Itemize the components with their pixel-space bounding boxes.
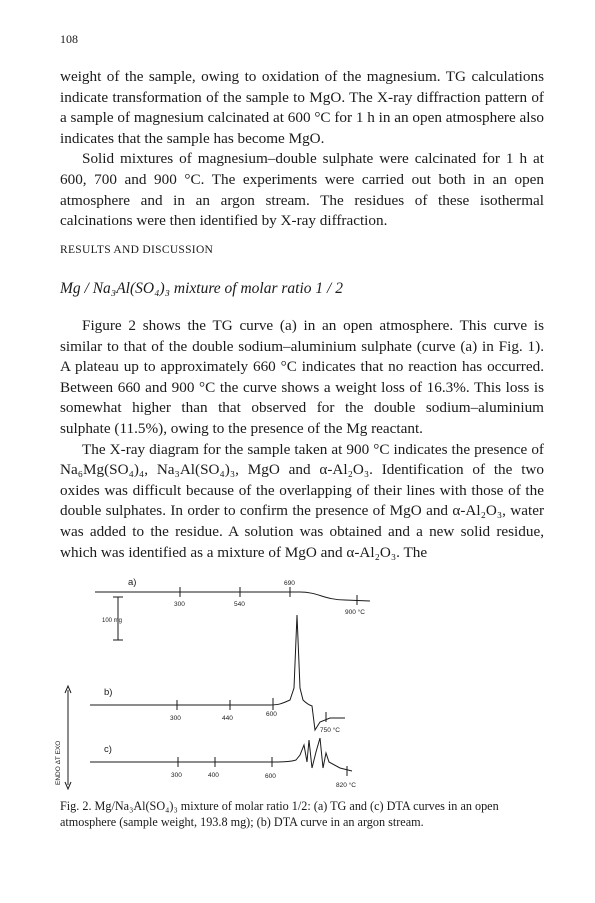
dta-b-label-440: 440 <box>222 715 233 722</box>
dta-b-label-300: 300 <box>170 715 181 722</box>
dta-c-label-820: 820 °C <box>336 782 356 789</box>
dta-c-label-400: 400 <box>208 772 219 779</box>
dta-c-label-600: 600 <box>265 773 276 780</box>
tg-a-label-690: 690 <box>284 580 295 587</box>
paragraph-4: The X-ray diagram for the sample taken at 900 °C indicates the presence of Na₆Mg(SO₄)₄, Na₃Al(SO₄)₃, MgO and α-Al₂O₃. Identification of the two oxides was difficult because of the overlapping of their lines with those of the double sulphates. In order to confirm the presence of MgO and α-Al₂O₃, water was added to the residue. A solution was obtained and a new solid residue, which was identified as a mixture of MgO and α-Al₂O₃. The <box>60 440 544 561</box>
page-number: 108 <box>60 32 78 46</box>
subsection-heading: Mg / Na₃Al(SO₄)₃ mixture of molar ratio 1 / 2 <box>60 280 343 297</box>
paragraph-3: Figure 2 shows the TG curve (a) in an open atmosphere. This curve is similar to that of the double sodium–aluminium sulphate (curve (a) in Fig. 1). A plateau up to approximately 660 °C indicates that no reaction has occurred. Between 660 and 900 °C the curve shows a weight loss of 16.3%. This loss is somewhat higher than that observed for the double sodium–aluminium sulphate (11.5%), owing to the presence of the Mg reactant. <box>60 317 544 437</box>
scale-label: 100 mg <box>102 618 123 624</box>
label-a: a) <box>128 577 137 588</box>
section-heading: RESULTS AND DISCUSSION <box>60 244 214 256</box>
dta-curve-c <box>90 738 352 771</box>
paragraph-2: Solid mixtures of magnesium–double sulphate were calcinated for 1 h at 600, 700 and 900 °C. The experiments were carried out both in an open atmosphere and in an argon stream. The residues of these isothermal calcinations were then identified by X-ray diffraction. <box>60 150 544 230</box>
endo-exo-label: ENDO ΔT EXO <box>55 740 62 785</box>
tg-a-label-300: 300 <box>174 601 185 608</box>
dta-c-label-300: 300 <box>171 772 182 779</box>
paragraph-1: weight of the sample, owing to oxidation of the magnesium. TG calculations indicate transformation of the sample to MgO. The X-ray diffraction pattern of a sample of magnesium calcinated at 600 °C for 1 h in an open atmosphere also indicates that the sample has become MgO. <box>60 68 544 147</box>
dta-b-label-600: 600 <box>266 711 277 718</box>
tg-curve-a <box>95 592 370 601</box>
label-c: c) <box>104 744 112 755</box>
dta-curve-b <box>90 615 345 730</box>
dta-b-label-750: 750 °C <box>320 727 340 734</box>
tg-a-label-900: 900 °C <box>345 609 365 616</box>
tg-a-label-540: 540 <box>234 601 245 608</box>
figure-caption: Fig. 2. Mg/Na₃Al(SO₄)₃ mixture of molar ratio 1/2: (a) TG and (c) DTA curves in an open atmosphere (sample weight, 193.8 mg); (b) DTA curve in an argon stream. <box>60 799 499 829</box>
label-b: b) <box>104 687 113 698</box>
